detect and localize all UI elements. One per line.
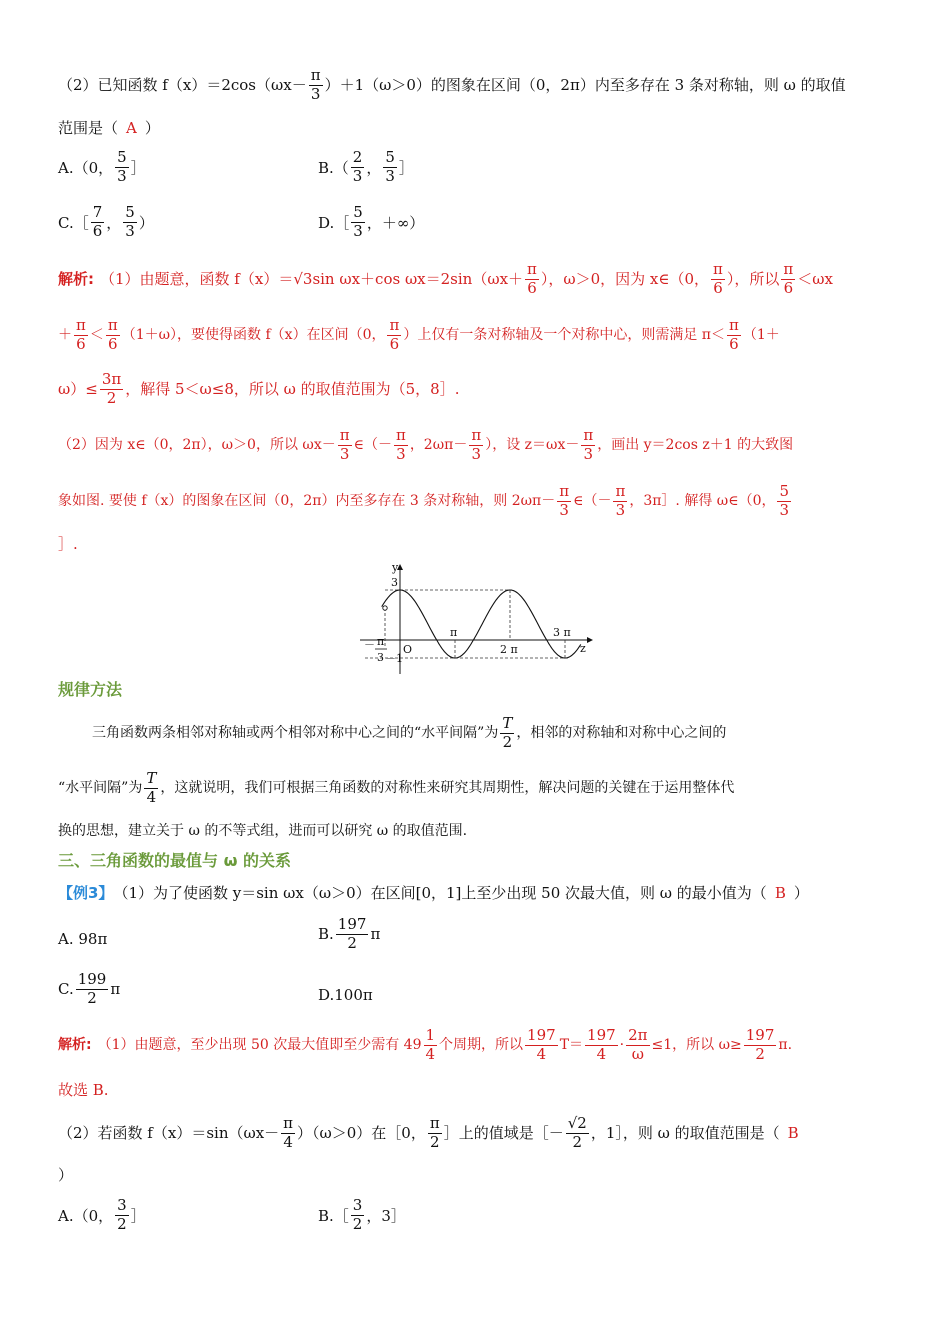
tick-neg-pi: π — [377, 635, 385, 648]
solution-2-line-2: 象如图. 要使 f（x）的图象在区间（0，2π）内至多存在 3 条对称轴，则 2ωπ－ $\frac{\pi}{3}$ ∈（－ $\frac{\pi}{3}$ ，3π］. 解得 ω∈（0， $\frac{5}{3}$ — [58, 482, 790, 519]
ex3-solution-line-2: 故选 B. — [58, 1081, 109, 1099]
method-heading: 规律方法 — [58, 680, 123, 699]
y-tick-neg-1: －1 — [385, 652, 403, 665]
option-a: A.（0， $\frac{5}{3}$ ］ — [58, 148, 146, 185]
example-3-question-1: 【例3】 （1）为了使函数 y＝sin ωx（ω＞0）在区间[0，1]上至少出现 50 次最大值，则 ω 的最小值为（ B ） — [58, 884, 809, 902]
solution-label: 解析: — [58, 269, 94, 288]
ex3-solution-line-1: 解析: （1）由题意，至少出现 50 次最大值即至少需有 49 $\frac{1}{4}$ 个周期，所以 $\frac{197}{4}$ T＝ $\frac{197}{4}$ · $\frac{2\pi}{\omega}$ ≤1，所以 ω≥ $\frac{197}{2}$ π. — [58, 1026, 793, 1063]
option-c: C.［ $\frac{7}{6}$ ， $\frac{5}{3}$ ） — [58, 203, 154, 240]
solution-1-line-3: ω）≤ $\frac{3\pi}{2}$ ，解得 5＜ω≤8，所以 ω 的取值范围为（5，8］. — [58, 370, 460, 407]
option-b: B.（ $\frac{2}{3}$ ， $\frac{5}{3}$ ］ — [318, 148, 414, 185]
tick-neg-3: 3 — [377, 651, 384, 664]
solution-1-line-2: ＋ $\frac{\pi}{6}$ ＜ $\frac{\pi}{6}$ （1＋ω），要使得函数 f（x）在区间（0， $\frac{\pi}{6}$ ）上仅有一条对称轴及一个对称中心，则需满足 π＜ $\frac{\pi}{6}$ （1＋ — [58, 316, 780, 353]
section-3-heading: 三、三角函数的最值与 ω 的关系 — [58, 851, 292, 870]
ex3-question-2: （2）若函数 f（x）＝sin（ωx－ $\frac{\pi}{4}$ ）（ω＞0）在［0， $\frac{\pi}{2}$ ］上的值域是［－ $\frac{√2}{2}$ ，1］，则 ω 的取值范围是（ B — [58, 1114, 799, 1151]
ex3-option-c: C. $\frac{199}{2}$ π — [58, 970, 121, 1007]
solution-2-line-3: ］. — [58, 535, 78, 553]
ex3-option-d: D.100π — [318, 986, 373, 1004]
method-line-2: “水平间隔”为 $\frac{T}{4}$ ，这就说明，我们可根据三角函数的对称性来研究其周期性，解决问题的关键在于运用整体代 — [58, 769, 735, 806]
example-tag: 【例3】 — [58, 884, 114, 902]
fraction: $\frac{\pi}{3}$ — [310, 66, 321, 103]
question-2-line-2: 范围是（ A ） — [58, 119, 160, 137]
answer-letter: A — [126, 119, 137, 137]
option-d: D.［ $\frac{5}{3}$ ，＋∞） — [318, 203, 425, 240]
question-text: （2）已知函数 f（x）＝2cos（ωx－ — [58, 75, 307, 94]
ex3-option-a: A. 98π — [58, 930, 108, 948]
x-axis-label: z — [580, 642, 586, 655]
ex3-question-2-end: ） — [58, 1166, 74, 1184]
answer-letter: B — [774, 884, 786, 902]
solution-2-line-1: （2）因为 x∈（0，2π），ω＞0，所以 ωx－ $\frac{\pi}{3}$ ∈（－ $\frac{\pi}{3}$ ，2ωπ－ $\frac{\pi}{3}$ ），设 z＝ωx－ $\frac{\pi}{3}$ ，画出 y＝2cos z＋1 的大致图 — [58, 426, 794, 463]
solution-1-line-1: 解析: （1）由题意，函数 f（x）＝ √3 sin ωx＋cos ωx＝2sin（ωx＋ $\frac{\pi}{6}$ ），ω＞0，因为 x∈（0， $\frac{\pi}{6}$ ），所以 $\frac{\pi}{6}$ ＜ωx — [58, 260, 833, 297]
x-axis-arrow — [587, 637, 593, 643]
y-tick-3: 3 — [391, 576, 398, 589]
q2b-option-a: A.（0， $\frac{3}{2}$ ］ — [58, 1196, 146, 1233]
question-text: ）＋1（ω＞0）的图象在区间（0，2π）内至多存在 3 条对称轴，则 ω 的取值 — [324, 75, 846, 94]
tick-pi: π — [450, 626, 458, 639]
answer-letter: B — [787, 1123, 799, 1142]
cosine-graph-figure — [355, 556, 595, 676]
tick-2pi: 2 π — [500, 643, 518, 656]
y-axis-label: y — [392, 561, 399, 574]
method-line-1: 三角函数两条相邻对称轴或两个相邻对称中心之间的“水平间隔”为 $\frac{T}{2}$ ，相邻的对称轴和对称中心之间的 — [92, 714, 727, 751]
origin-label: O — [403, 643, 413, 656]
tick-3pi: 3 π — [553, 626, 571, 639]
tick-neg-sign: － — [364, 638, 375, 651]
ex3-option-b: B. $\frac{197}{2}$ π — [318, 915, 381, 952]
question-2-line-1 — [58, 68, 890, 103]
open-endpoint — [383, 606, 387, 610]
q2b-option-b: B.［ $\frac{3}{2}$ ，3］ — [318, 1196, 406, 1233]
method-line-3: 换的思想，建立关于 ω 的不等式组，进而可以研究 ω 的取值范围. — [58, 823, 468, 839]
